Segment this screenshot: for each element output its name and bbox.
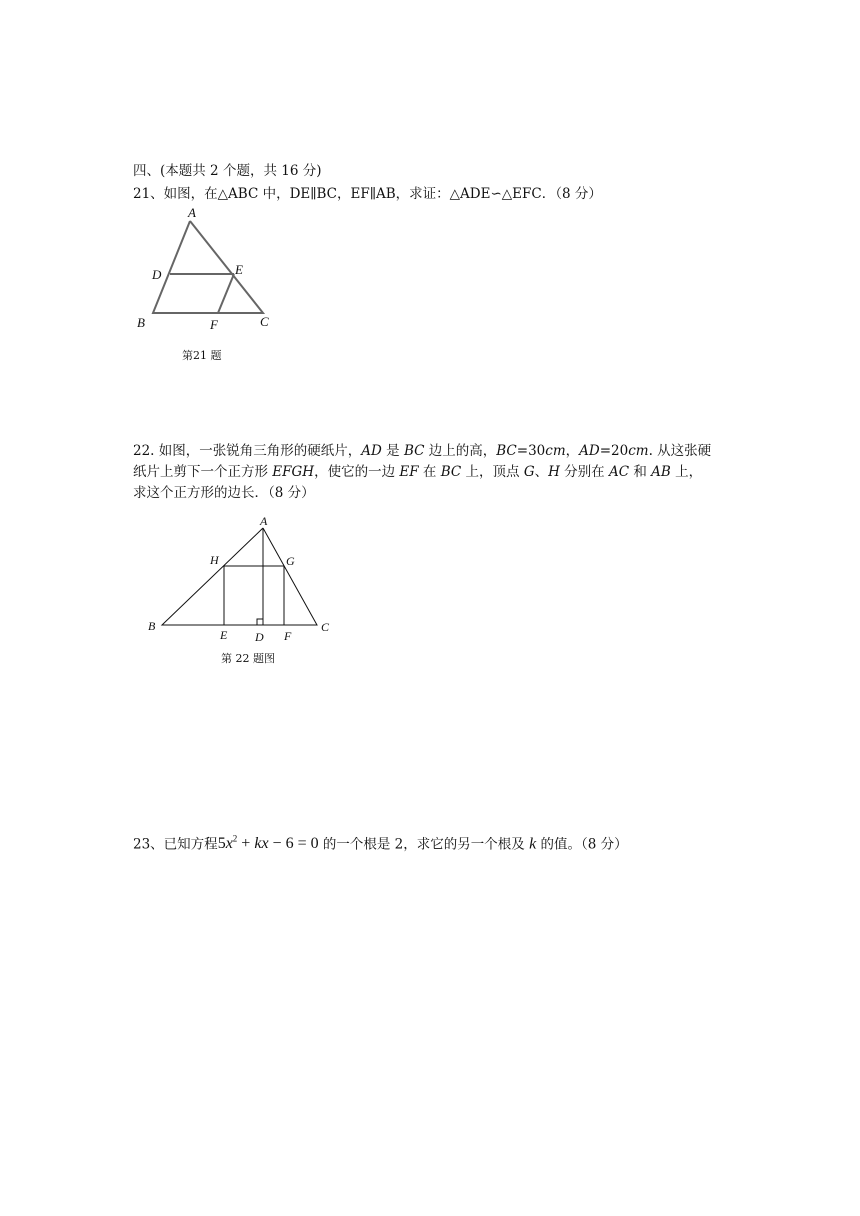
label-a: A bbox=[188, 205, 196, 220]
label-e: E bbox=[220, 628, 228, 642]
question-22-line3: 求这个正方形的边长．（8 分） bbox=[133, 485, 315, 501]
label-a: A bbox=[260, 514, 268, 528]
square-efgh bbox=[224, 566, 284, 625]
triangle-abc bbox=[153, 221, 263, 313]
label-f: F bbox=[284, 629, 292, 643]
question-23-text: 23、已知方程$5x^2$ + kx − 6 = 0 的一个根是 2，求它的另一个根及 k 的值。（8 分） bbox=[133, 834, 628, 853]
label-d: D bbox=[152, 267, 162, 282]
section-header: 四、(本题共 2 个题，共 16 分) bbox=[133, 163, 322, 179]
segment-ef bbox=[218, 274, 234, 313]
question-22-figure bbox=[140, 513, 340, 648]
question-22-line2: 纸片上剪下一个正方形 EFGH，使它的一边 EF 在 BC 上，顶点 G、H 分别在 AC 和 AB 上， bbox=[133, 464, 703, 480]
label-e: E bbox=[235, 262, 243, 277]
question-21-figure bbox=[133, 205, 283, 340]
label-c: C bbox=[260, 314, 269, 329]
question-22-caption: 第 22 题图 bbox=[221, 652, 275, 665]
question-21-text: 21、如图，在△ABC 中，DE∥BC，EF∥AB，求证：△ADE∽△EFC．（8 分） bbox=[133, 186, 602, 202]
label-b: B bbox=[148, 619, 156, 633]
triangle-abc bbox=[162, 528, 317, 625]
label-b: B bbox=[137, 315, 145, 330]
label-h: H bbox=[210, 553, 219, 567]
label-c: C bbox=[321, 620, 330, 634]
label-d: D bbox=[255, 630, 264, 644]
question-22-line1: 22. 如图，一张锐角三角形的硬纸片，AD 是 BC 边上的高，BC=30cm，AD=20cm. 从这张硬 bbox=[133, 443, 712, 459]
right-angle-mark bbox=[257, 619, 263, 625]
equation: $5x^2$ + kx − 6 = 0 bbox=[217, 834, 319, 853]
label-g: G bbox=[286, 554, 295, 568]
question-21-caption: 第21 题 bbox=[182, 349, 222, 362]
label-f: F bbox=[210, 317, 218, 332]
